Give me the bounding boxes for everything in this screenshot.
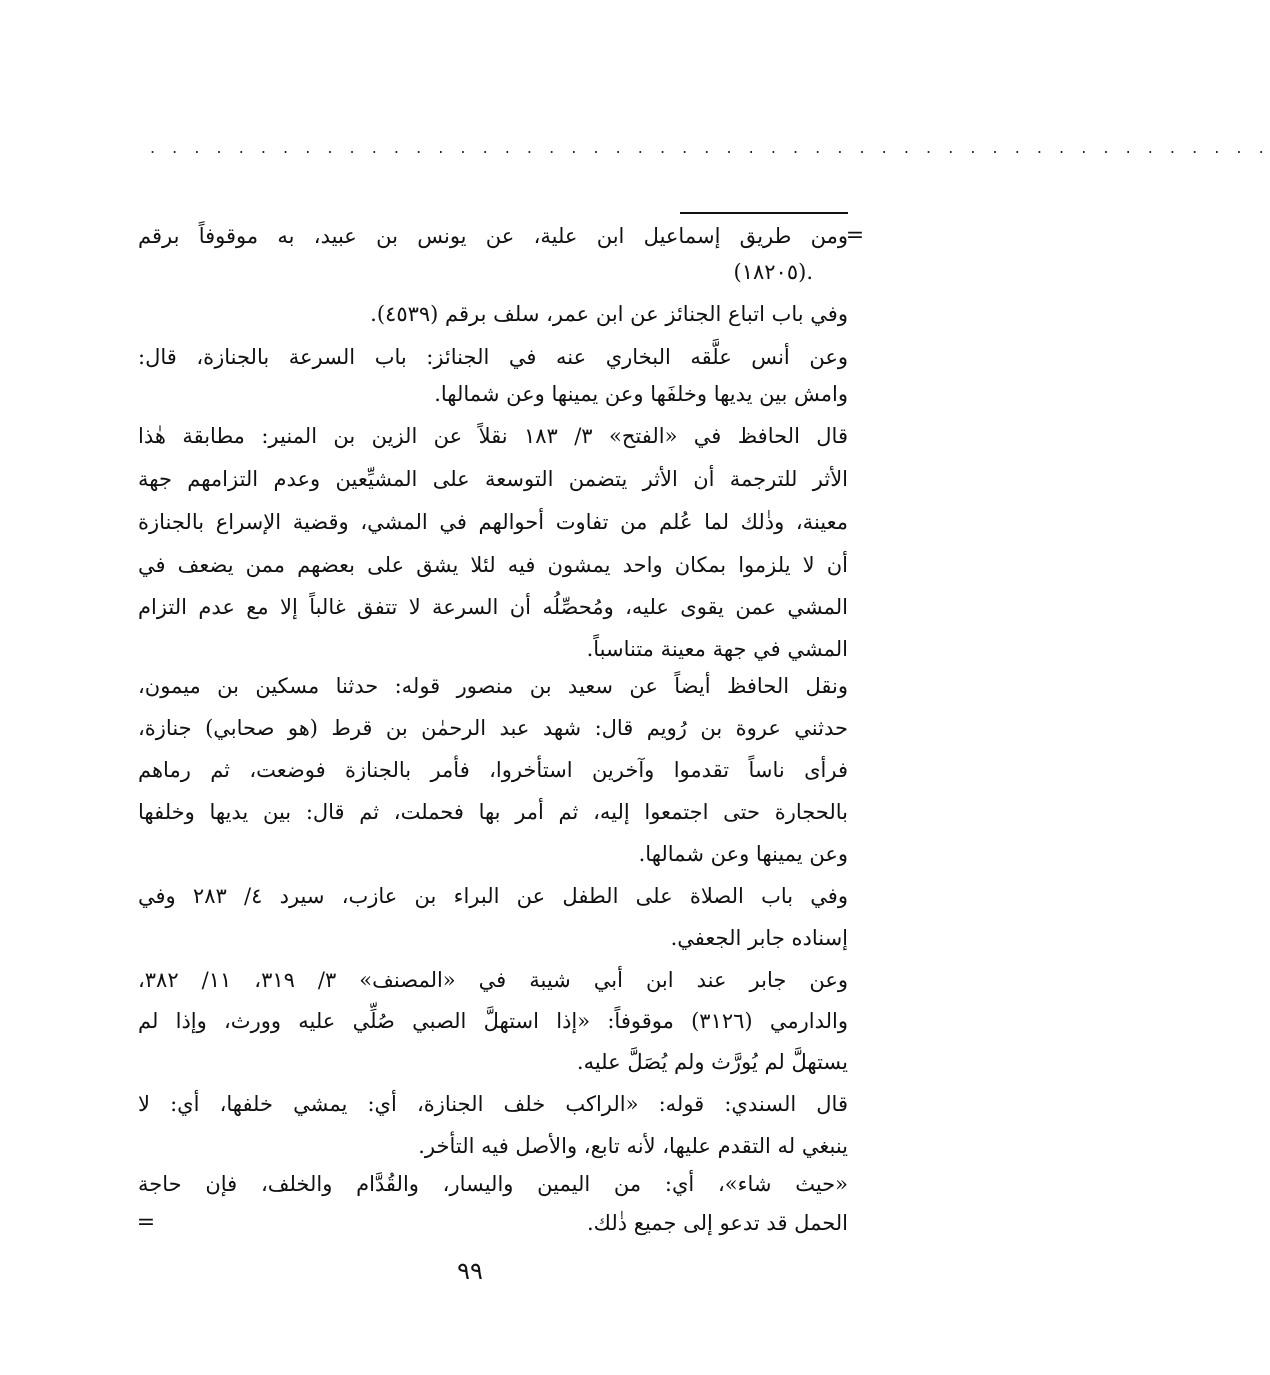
separator-dots: . . . . . . . . . . . . . . . . . . . . . . . . . . . . . . . . . . . . . . . . . . . . . . . . . . . <box>150 138 1270 157</box>
text-line: معينة، وذٰلك لما عُلم من تفاوت أحوالهم في المشي، وقضية الإسراع بالجنازة <box>138 510 848 534</box>
text-line: (١٨٢٠٥). <box>733 260 813 284</box>
text-line: الحمل قد تدعو إلى جميع ذٰلك. <box>586 1211 848 1235</box>
text-line: والدارمي (٣١٢٦) موقوفاً: «إذا استهلَّ الصبي صُلِّي عليه وورث، وإذا لم <box>138 1009 848 1033</box>
text-line: وعن أنس علَّقه البخاري عنه في الجنائز: باب السرعة بالجنازة، قال: <box>138 345 848 369</box>
text-line: فرأى ناساً تقدموا وآخرين استأخروا، فأمر بالجنازة فوضعت، ثم رماهم <box>138 758 848 782</box>
text-line: وعن يمينها وعن شمالها. <box>638 842 848 866</box>
text-line: أن لا يلزموا بمكان واحد يمشون فيه لئلا يشق على بعضهم ممن يضعف في <box>138 553 848 577</box>
text-line: قال الحافظ في «الفتح» ٣/ ١٨٣ نقلاً عن الزين بن المنير: مطابقة هٰذا <box>138 424 848 448</box>
text-line: ونقل الحافظ أيضاً عن سعيد بن منصور قوله: حدثنا مسكين بن ميمون، <box>138 674 848 698</box>
text-line: حدثني عروة بن رُويم قال: شهد عبد الرحمٰن بن قرط (هو صحابي) جنازة، <box>138 716 848 740</box>
continuation-marker-start: = <box>845 223 865 248</box>
text-line: قال السندي: قوله: «الراكب خلف الجنازة، أي: يمشي خلفها، أي: لا <box>138 1092 848 1116</box>
text-line: وامش بين يديها وخلفَها وعن يمينها وعن شمالها. <box>434 382 848 406</box>
text-line: إسناده جابر الجعفي. <box>670 926 848 950</box>
footnote-rule <box>680 212 848 214</box>
page-number: ٩٩ <box>457 1257 483 1285</box>
text-line: بالحجارة حتى اجتمعوا إليه، ثم أمر بها فحملت، ثم قال: بين يديها وخلفها <box>138 800 848 824</box>
text-line: ومن طريق إسماعيل ابن علية، عن يونس بن عبيد، به موقوفاً برقم <box>138 224 848 248</box>
continuation-marker-end: = <box>136 1210 156 1235</box>
text-line: المشي في جهة معينة متناسباً. <box>586 637 848 661</box>
text-line: وعن جابر عند ابن أبي شيبة في «المصنف» ٣/ ٣١٩، ١١/ ٣٨٢، <box>138 968 848 992</box>
text-line: الأثر للترجمة أن الأثر يتضمن التوسعة على المشيِّعين وعدم التزامهم جهة <box>138 467 848 491</box>
text-line: «حيث شاء»، أي: من اليمين واليسار، والقُدَّام والخلف، فإن حاجة <box>138 1172 848 1196</box>
text-line: يستهلَّ لم يُورَّث ولم يُصَلَّ عليه. <box>576 1050 848 1074</box>
text-line: وفي باب الصلاة على الطفل عن البراء بن عازب، سيرد ٤/ ٢٨٣ وفي <box>138 884 848 908</box>
text-line: المشي عمن يقوى عليه، ومُحصِّلُه أن السرعة لا تتفق غالباً إلا مع عدم التزام <box>138 595 848 619</box>
text-line: ينبغي له التقدم عليها، لأنه تابع، والأصل فيه التأخر. <box>418 1134 848 1158</box>
text-line: وفي باب اتباع الجنائز عن ابن عمر، سلف برقم (٤٥٣٩). <box>370 302 848 326</box>
